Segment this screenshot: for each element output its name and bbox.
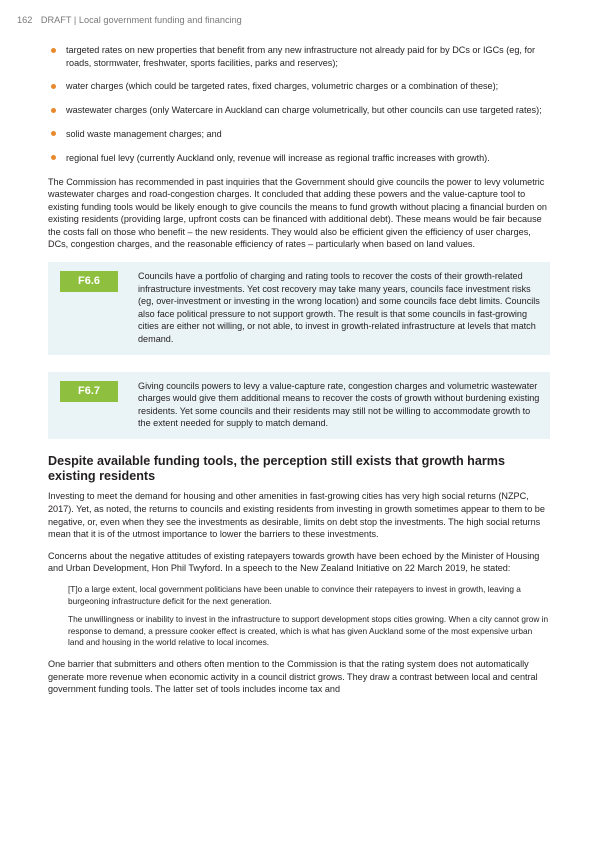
section-heading: Despite available funding tools, the perception still exists that growth harms existing residents xyxy=(48,454,505,484)
list-item: regional fuel levy (currently Auckland only, revenue will increase as regional traffic increases with growth). xyxy=(48,152,550,165)
finding-text: Giving councils powers to levy a value-capture rate, congestion charges and volumetric wastewater charges would give them additional means to recover the costs of growth without burdening existing residents. Yet some councils and their residents may still not be willing to accommodate growth to the extent needed for supply to match demand. xyxy=(138,380,540,429)
block-quote: The unwillingness or inability to invest in the infrastructure to support development stops cities growing. When a city cannot grow in response to demand, a pressure cooker effect is created, which is what has given Auckland some of the most expensive urban land and housing in the world relative to local incomes. xyxy=(68,614,549,648)
body-paragraph: Concerns about the negative attitudes of existing ratepayers towards growth have been echoed by the Minister of Housing and Urban Development, Hon Phil Twyford. In a speech to the New Zealand Initiative on 22 March 2019, he stated: xyxy=(48,550,540,574)
body-paragraph: Investing to meet the demand for housing and other amenities in fast-growing cities has very high social returns (NZPC, 2017). Yet, as noted, the returns to councils and existing residents from investing in growth sometimes appear to them to be negative, or, even when they see the investments as desirable, limits on debt stop the investments. The high social returns mean that it is of the utmost importance to lower the barriers to these investments. xyxy=(48,491,545,540)
page-number: 162 xyxy=(17,15,33,25)
list-item: wastewater charges (only Watercare in Auckland can charge volumetrically, but other councils can use targeted rates); xyxy=(48,104,550,117)
running-header xyxy=(17,15,242,25)
finding-text: Councils have a portfolio of charging and rating tools to recover the costs of their growth-related infrastructure investments. Yet cost recovery may take many years, councils face investment risks (eg, over-investment or investing in the wrong location) and some councils face debt limits. Councils also face political pressure to not support growth. The result is that some councils in fast-growing cities are either not willing, or not able, to invest in growth-related infrastructure at levels that match demand. xyxy=(138,271,540,345)
list-item: solid waste management charges; and xyxy=(48,128,550,141)
running-title: DRAFT | Local government funding and financing xyxy=(40,15,242,25)
bullet-dot-icon xyxy=(51,155,56,160)
finding-tag: F6.6 xyxy=(60,271,118,292)
body-paragraph: The Commission has recommended in past inquiries that the Government should give councils the power to levy volumetric wastewater charges and road-congestion charges. It concluded that adding these powers and the value-capture tool to existing funding tools would be likely enough to give councils the means to fund growth without placing a financial burden on existing residents (providing large, upfront costs can be financed with additional debt). These means would be fair because the costs fall on those who benefit – the new residents. They would also be efficient given the efficiency of user charges, DCs, congestion charges, and the reasonable efficiency of rates – particularly when based on land values. xyxy=(48,176,547,250)
finding-box-f6-7 xyxy=(48,372,550,439)
finding-box-f6-6 xyxy=(48,262,550,355)
bullet-list xyxy=(48,44,550,164)
list-item: targeted rates on new properties that benefit from any new infrastructure not already paid for by DCs or IGCs (eg, for roads, stormwater, freshwater, sports facilities, parks and reserves); xyxy=(48,44,550,69)
bullet-dot-icon xyxy=(51,84,56,89)
bullet-dot-icon xyxy=(51,131,56,136)
page-content xyxy=(48,44,550,705)
body-paragraph: One barrier that submitters and others often mention to the Commission is that the rating system does not automatically generate more revenue when economic activity in a council district grows. They draw a contrast between local and central government funding tools. The latter set of tools includes income tax and xyxy=(48,658,538,695)
finding-tag: F6.7 xyxy=(60,381,118,402)
list-item: water charges (which could be targeted rates, fixed charges, volumetric charges or a combination of these); xyxy=(48,80,550,93)
bullet-dot-icon xyxy=(51,48,56,53)
block-quote: [T]o a large extent, local government politicians have been unable to convince their ratepayers to invest in growth, leaving a burgeoning infrastructure deficit for the next generation. xyxy=(68,583,521,606)
bullet-dot-icon xyxy=(51,108,56,113)
